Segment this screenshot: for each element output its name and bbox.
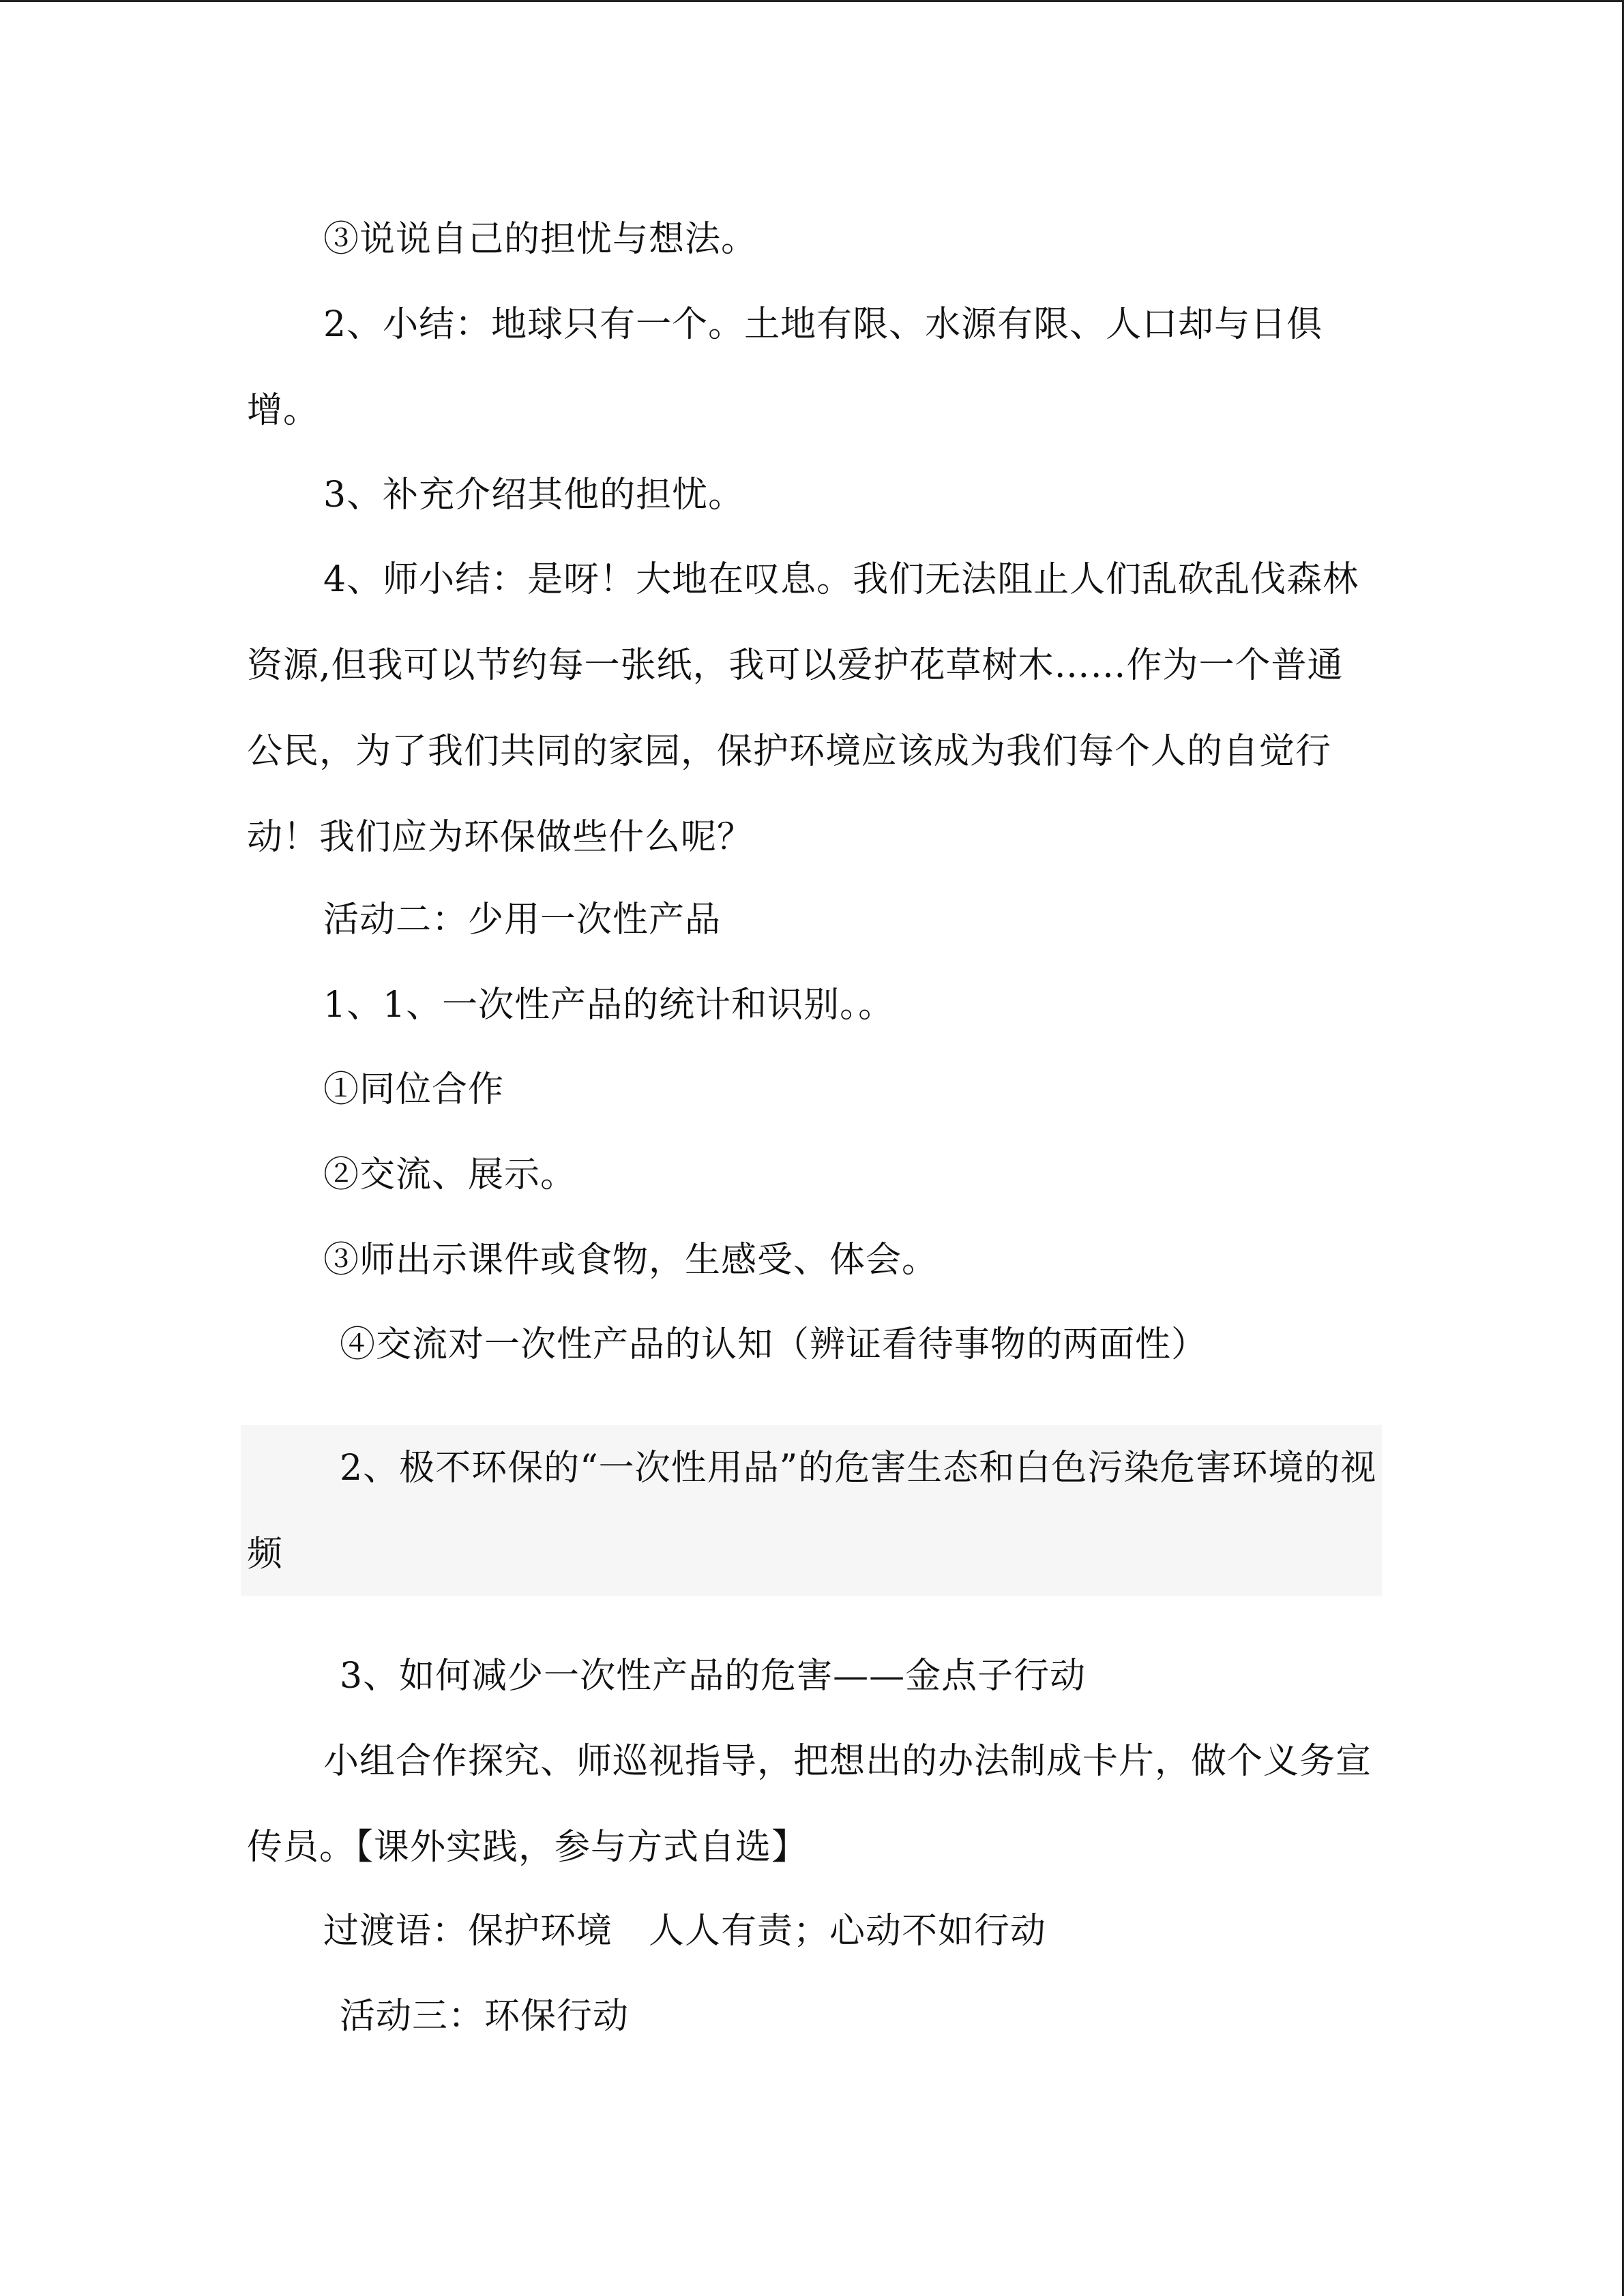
- paragraph-other-worries: 3、补充介绍其他的担忧。: [323, 475, 745, 516]
- paragraph-pair-work: ①同位合作: [323, 1069, 505, 1110]
- paragraph-golden-ideas: 3、如何减少一次性产品的危害——金点子行动: [340, 1656, 1087, 1697]
- paragraph-summary-earth: 2、小结：地球只有一个。土地有限、水源有限、人口却与日俱增。: [247, 304, 1323, 431]
- paragraph-teacher-summary: 4、师小结：是呀！大地在叹息。我们无法阻止人们乱砍乱伐森林资源,但我可以节约每一张纸，我可以爱护花草树木……作为一个普通公民，为了我们共同的家园，保护环境应该成为我们每个人的自觉行动！我们应为环保做些什么呢？: [247, 559, 1359, 858]
- paragraph-cognition: ④交流对一次性产品的认知（辨证看待事物的两面性）: [340, 1324, 1208, 1365]
- paragraph-courseware: ③师出示课件或食物，生感受、体会。: [323, 1240, 939, 1281]
- paragraph-transition: 过渡语：保护环境 人人有责；心动不如行动: [323, 1911, 1047, 1952]
- heading-activity-two: 活动二：少用一次性产品: [323, 899, 722, 940]
- heading-activity-three: 活动三：环保行动: [340, 1996, 630, 2037]
- paragraph-worries: ③说说自己的担忧与想法。: [323, 219, 758, 260]
- paragraph-statistics: 1、1、一次性产品的统计和识别。。: [323, 985, 895, 1026]
- paragraph-harm-video: 2、极不环保的“一次性用品”的危害生态和白色污染危害环境的视频: [247, 1448, 1377, 1575]
- paragraph-exchange-show: ②交流、展示。: [323, 1154, 577, 1195]
- paragraph-group-work: 小组合作探究、师巡视指导，把想出的办法制成卡片，做个义务宣传员。【课外实践，参与方式自选】: [247, 1741, 1372, 1868]
- top-border-line: [0, 0, 1624, 2]
